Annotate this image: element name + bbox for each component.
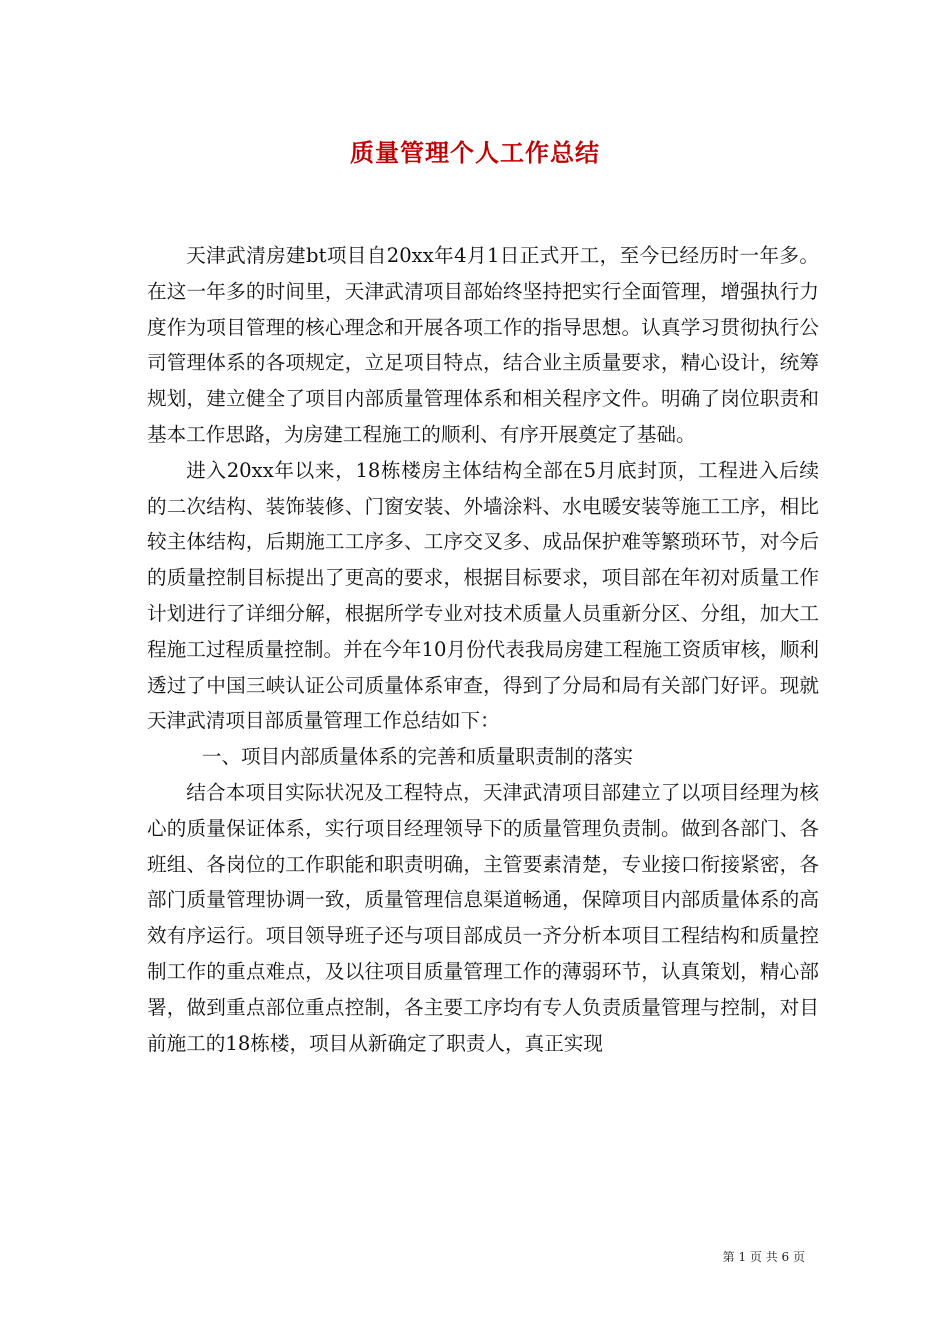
page-number-footer: 第 1 页 共 6 页 (722, 1250, 805, 1264)
paragraph-intro: 天津武清房建bt项目自20xx年4月1日正式开工，至今已经历时一年多。在这一年多的时间里，天津武清项目部始终坚持把实行全面管理，增强执行力度作为项目管理的核心理念和开展各项工作的指导思想。认真学习贯彻执行公司管理体系的各项规定，立足项目特点，结合业主质量要求，精心设计，统筹规划，建立健全了项目内部质量管理体系和相关程序文件。明确了岗位职责和基本工作思路，为房建工程施工的顺利、有序开展奠定了基础。 (147, 244, 819, 446)
document-title: 质量管理个人工作总结 (350, 138, 600, 167)
section-heading: 一、项目内部质量体系的完善和质量职责制的落实 (201, 745, 633, 769)
document-body (147, 238, 819, 1061)
paragraph-section-one: 结合本项目实际状况及工程特点，天津武清项目部建立了以项目经理为核心的质量保证体系，实行项目经理领导下的质量管理负责制。做到各部门、各班组、各岗位的工作职能和职责明确，主管要素清楚，专业接口衔接紧密，各部门质量管理协调一致，质量管理信息渠道畅通，保障项目内部质量体系的高效有序运行。项目领导班子还与项目部成员一齐分析本项目工程结构和质量控制工作的重点难点，及以往项目质量管理工作的薄弱环节，认真策划，精心部署，做到重点部位重点控制，各主要工序均有专人负责质量管理与控制，对目前施工的18栋楼，项目从新确定了职责人，真正实现 (147, 780, 819, 1055)
paragraph-progress: 进入20xx年以来，18栋楼房主体结构全部在5月底封顶，工程进入后续的二次结构、装饰装修、门窗安装、外墙涂料、水电暖安装等施工工序，相比较主体结构，后期施工工序多、工序交叉多、成品保护难等繁琐环节，对今后的质量控制目标提出了更高的要求，根据目标要求，项目部在年初对质量工作计划进行了详细分解，根据所学专业对技术质量人员重新分区、分组，加大工程施工过程质量控制。并在今年10月份代表我局房建工程施工资质审核，顺利透过了中国三峡认证公司质量体系审查，得到了分局和局有关部门好评。现就天津武清项目部质量管理工作总结如下： (147, 458, 819, 733)
